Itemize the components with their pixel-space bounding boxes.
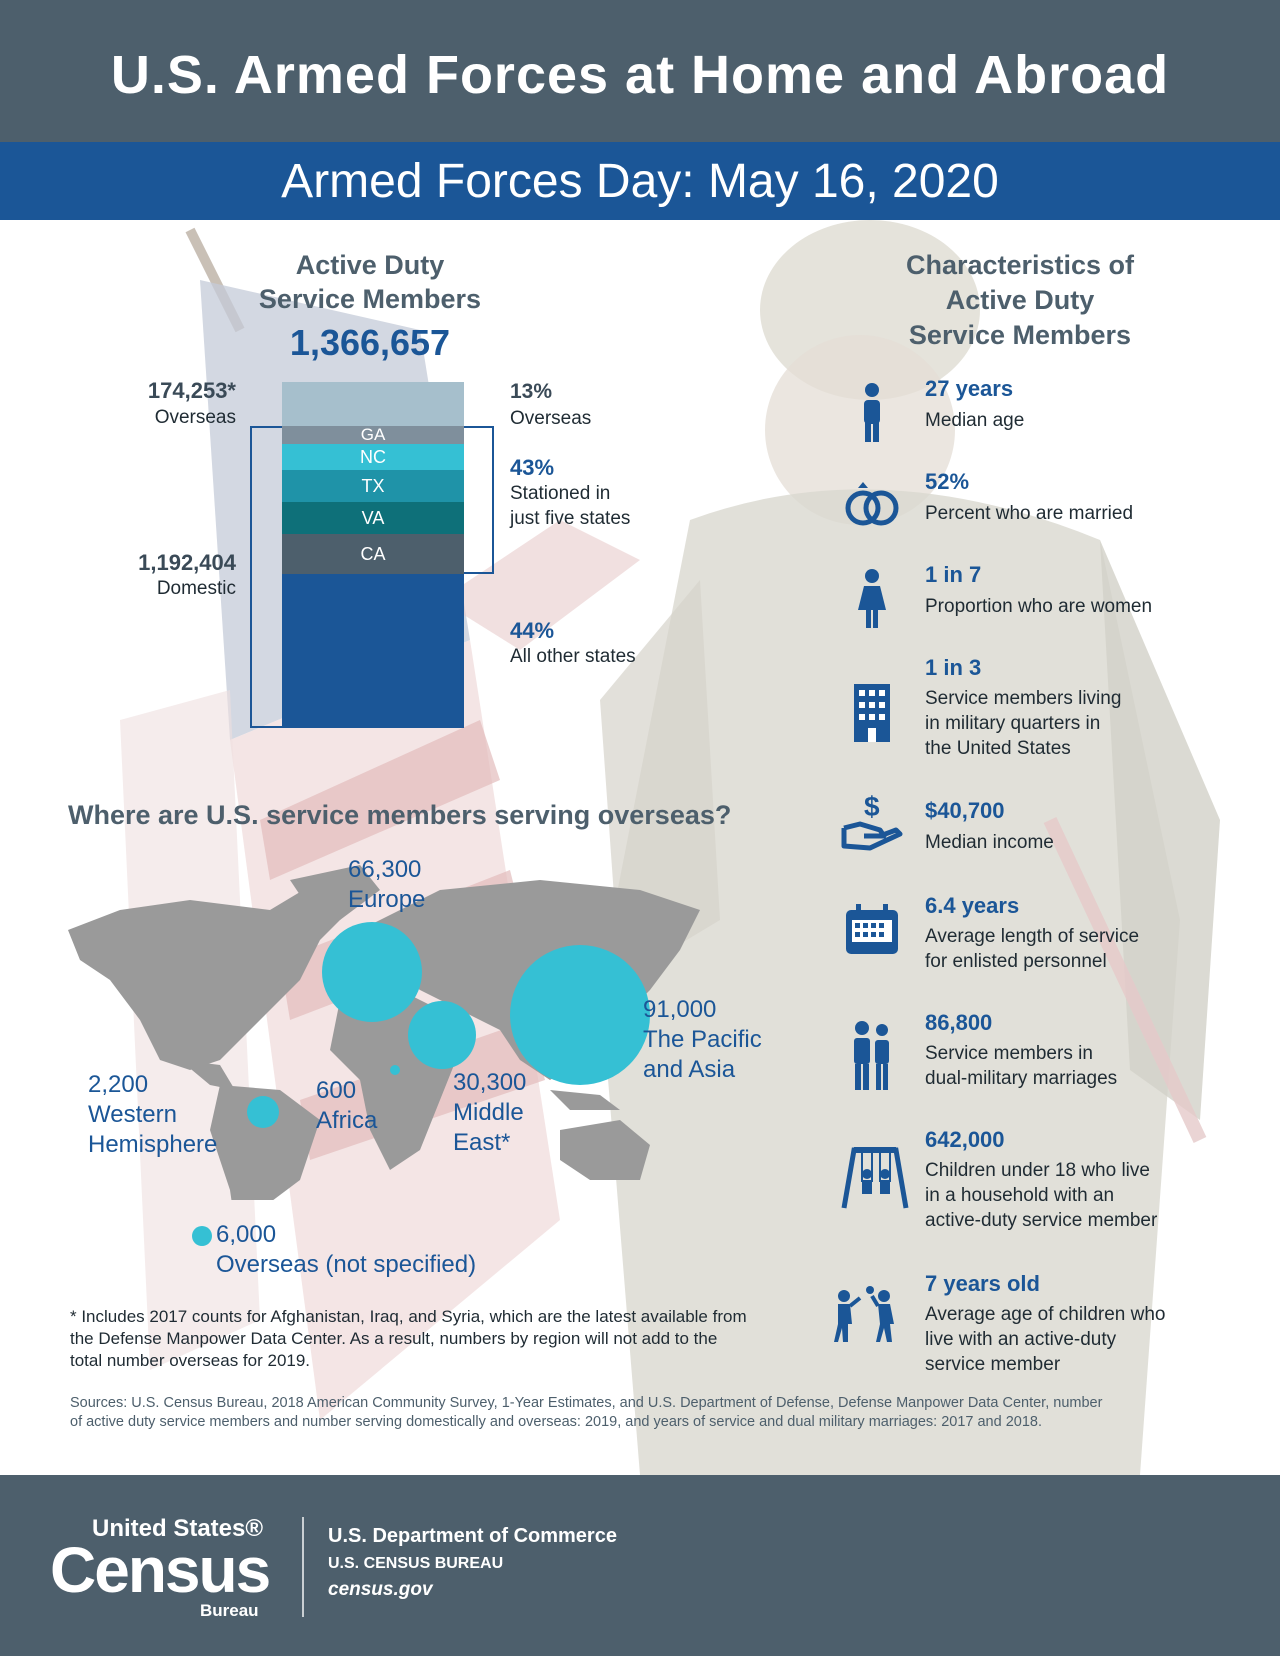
- domestic-label: Domestic: [156, 578, 236, 599]
- char-children-value: 642,000: [925, 1127, 1005, 1152]
- page-title: U.S. Armed Forces at Home and Abroad: [110, 45, 1170, 105]
- char-dual-military-text-line2: dual-military marriages: [925, 1068, 1118, 1089]
- woman-icon: [840, 566, 904, 630]
- domestic-count: 1,192,404: [138, 550, 236, 575]
- char-child-age-text-line3: service member: [925, 1354, 1061, 1375]
- char-quarters-value: 1 in 3: [925, 655, 982, 680]
- overseas-count: 174,253*: [147, 378, 236, 403]
- overseas-unspecified-value: 6,000: [216, 1221, 277, 1248]
- char-child-age-text-line1: Average age of children who: [925, 1304, 1166, 1325]
- active-duty-title: [220, 248, 520, 316]
- char-service-length-text-line1: Average length of service: [925, 926, 1140, 947]
- five-states-label-line2: just five states: [510, 508, 631, 529]
- five-states-bracket: [464, 426, 494, 574]
- other-states-pct: 44%: [510, 618, 555, 643]
- map-se-asia: [550, 1090, 620, 1110]
- western-hemisphere-name-line1: Western: [88, 1101, 177, 1128]
- children-playing-icon: [826, 1284, 906, 1348]
- africa-name: Africa: [316, 1107, 378, 1134]
- active-duty-total: 1,366,657: [289, 322, 451, 363]
- footer-url-link[interactable]: census.gov: [328, 1579, 433, 1600]
- map-australia: [560, 1120, 650, 1180]
- page-subtitle: Armed Forces Day: May 16, 2020: [281, 155, 999, 208]
- bar-segment-nc: NC: [282, 444, 464, 470]
- middle-east-value: 30,300: [453, 1069, 527, 1096]
- map-title: Where are U.S. service members serving overseas?: [68, 800, 732, 830]
- rings-icon: [840, 472, 904, 536]
- char-women-value: 1 in 7: [925, 562, 982, 587]
- footnote: * Includes 2017 counts for Afghanistan, Iraq, and Syria, which are the latest available from the Defense Manpower Data Center. As a result, numbers by region will not add to the total number overseas for 2019.: [70, 1307, 747, 1370]
- bar-segment-ca: CA: [282, 534, 464, 574]
- characteristics-title: [860, 248, 1180, 353]
- western-hemisphere-label: [88, 1070, 217, 1160]
- footer-divider: [302, 1517, 304, 1617]
- char-quarters-text: [925, 686, 1245, 761]
- pacific-asia-label: [643, 995, 762, 1085]
- char-children-text-line2: in a household with an: [925, 1185, 1115, 1206]
- bar-segment-other-states: [282, 574, 464, 728]
- logo-united-states: United States®: [92, 1515, 264, 1542]
- bubble-middle-east: [408, 1001, 476, 1069]
- pacific-asia-value: 91,000: [643, 996, 717, 1023]
- europe-label: [348, 855, 425, 915]
- logo-census: Census: [50, 1534, 270, 1606]
- bar-segment-ga: GA: [282, 426, 464, 444]
- char-income-text: Median income: [925, 832, 1054, 853]
- char-quarters-text-line3: the United States: [925, 738, 1071, 759]
- footer-bureau: U.S. CENSUS BUREAU: [328, 1555, 504, 1572]
- money-hand-icon: [840, 790, 904, 854]
- char-dual-military-text-line1: Service members in: [925, 1043, 1093, 1064]
- middle-east-label: [453, 1068, 526, 1158]
- char-children-text: [925, 1158, 1245, 1233]
- overseas-pct-label: Overseas: [510, 408, 592, 429]
- active-duty-title-line2: Service Members: [258, 284, 482, 314]
- bar-segment-tx: TX: [282, 470, 464, 502]
- char-children-text-line3: active-duty service member: [925, 1210, 1158, 1231]
- overseas-label: Overseas: [154, 407, 236, 428]
- char-married-value: 52%: [925, 469, 970, 494]
- characteristics-title-line1: Characteristics of: [905, 250, 1135, 280]
- europe-value: 66,300: [348, 856, 422, 883]
- char-quarters-text-line1: Service members living: [925, 688, 1122, 709]
- char-service-length-text-line2: for enlisted personnel: [925, 951, 1107, 972]
- overseas-unspecified-name: Overseas (not specified): [216, 1251, 477, 1278]
- five-states-pct: 43%: [510, 455, 555, 480]
- char-children-text-line1: Children under 18 who live: [925, 1160, 1150, 1181]
- bubble-africa: [390, 1065, 400, 1075]
- char-child-age-value: 7 years old: [925, 1271, 1040, 1296]
- calendar-icon: [840, 900, 904, 964]
- char-income-value: $40,700: [925, 798, 1005, 823]
- char-service-length-value: 6.4 years: [925, 893, 1020, 918]
- char-median-age-text: Median age: [925, 410, 1025, 431]
- overseas-unspecified-label: [216, 1220, 476, 1280]
- domestic-bracket: [250, 426, 282, 728]
- building-icon: [840, 680, 904, 744]
- swing-icon: [840, 1146, 910, 1210]
- middle-east-name-line1: Middle: [453, 1099, 524, 1126]
- active-duty-title-line1: Active Duty: [295, 250, 445, 280]
- couple-icon: [840, 1018, 904, 1092]
- person-icon: [840, 380, 904, 444]
- char-dual-military-text: [925, 1041, 1245, 1091]
- europe-name: Europe: [348, 886, 426, 913]
- bubble-pacific-asia: [510, 945, 650, 1085]
- western-hemisphere-value: 2,200: [88, 1071, 149, 1098]
- pacific-asia-name-line1: The Pacific: [643, 1026, 762, 1053]
- footer-dept: U.S. Department of Commerce: [328, 1525, 617, 1547]
- middle-east-name-line2: East*: [453, 1129, 511, 1156]
- sources: Sources: U.S. Census Bureau, 2018 American Community Survey, 1-Year Estimates, and U.S. Department of Defense, Defense Manpower Data Center, number of active duty service members and number serving domestically and overseas: 2019, and years of service and dual military marriages: 2017 and 2018.: [70, 1395, 1103, 1430]
- characteristics-title-line3: Service Members: [908, 320, 1132, 350]
- char-women-text: Proportion who are women: [925, 596, 1153, 617]
- characteristics-title-line2: Active Duty: [945, 285, 1095, 315]
- footer: [0, 1475, 1280, 1656]
- bar-segment-va: VA: [282, 502, 464, 534]
- char-child-age-text: [925, 1302, 1245, 1377]
- char-dual-military-value: 86,800: [925, 1010, 993, 1035]
- svg-text:$: $: [864, 791, 880, 822]
- overseas-unspecified-dot: [192, 1226, 212, 1246]
- africa-label: [316, 1076, 377, 1136]
- western-hemisphere-name-line2: Hemisphere: [88, 1131, 218, 1158]
- bubble-western-hemisphere: [247, 1096, 279, 1128]
- other-states-label: All other states: [510, 646, 636, 667]
- africa-value: 600: [316, 1077, 357, 1104]
- subheader-bar: [0, 142, 1280, 220]
- char-median-age-value: 27 years: [925, 376, 1014, 401]
- overseas-pct: 13%: [510, 380, 553, 403]
- char-child-age-text-line2: live with an active-duty: [925, 1329, 1117, 1350]
- char-married-text: Percent who are married: [925, 503, 1134, 524]
- logo-bureau: Bureau: [200, 1601, 259, 1620]
- bubble-europe: [322, 922, 422, 1022]
- header-bar: [0, 0, 1280, 142]
- bar-segment-overseas: [282, 382, 464, 426]
- char-service-length-text: [925, 924, 1245, 974]
- five-states-label-line1: Stationed in: [510, 483, 611, 504]
- char-quarters-text-line2: in military quarters in: [925, 713, 1101, 734]
- pacific-asia-name-line2: and Asia: [643, 1056, 736, 1083]
